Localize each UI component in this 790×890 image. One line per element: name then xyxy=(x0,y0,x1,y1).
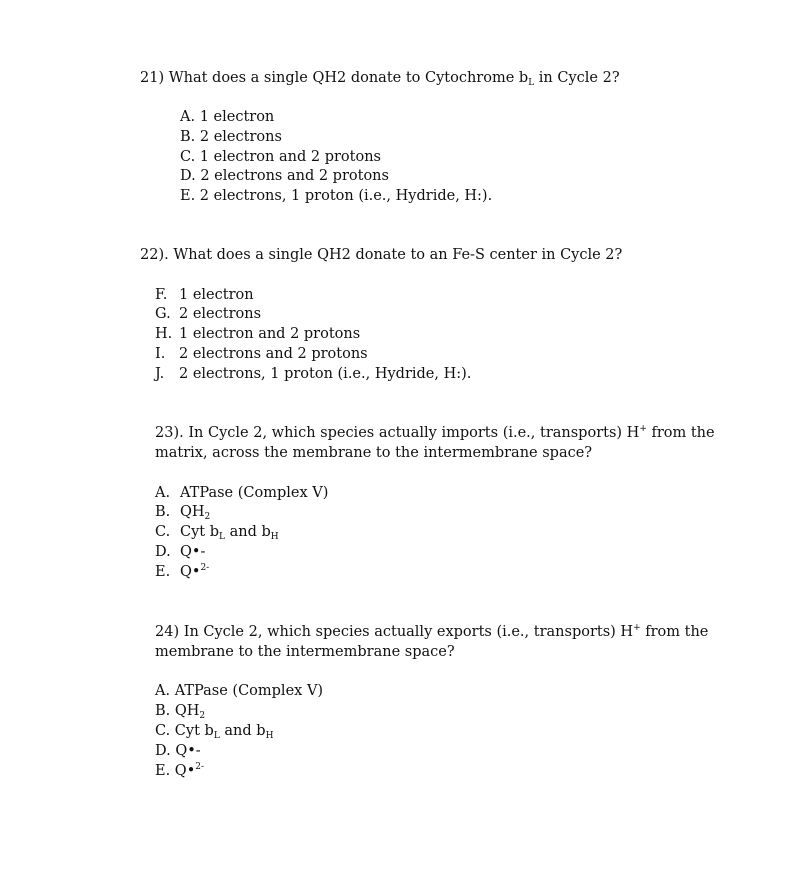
option-text: and b xyxy=(219,723,266,739)
option-a xyxy=(155,483,328,503)
option-b xyxy=(155,701,205,723)
option-b xyxy=(155,502,210,524)
question-21-text xyxy=(140,68,620,90)
text-part: from the xyxy=(646,425,715,441)
option-d: D. 2 electrons and 2 protons xyxy=(180,168,389,184)
option-letter: B. xyxy=(155,504,171,520)
option-text: D. Q• xyxy=(155,743,196,759)
question-24-line-2: membrane to the intermembrane space? xyxy=(155,644,455,660)
option-text: 1 electron xyxy=(179,287,254,303)
option-text: 2 electrons and 2 protons xyxy=(179,346,368,362)
option-b: B. 2 electrons xyxy=(180,129,282,145)
option-f xyxy=(155,285,254,305)
option-text: - xyxy=(200,544,206,560)
option-c xyxy=(155,522,279,544)
option-text: 1 electron and 2 protons xyxy=(179,326,361,342)
subscript: 2 xyxy=(204,512,211,522)
option-text: E. Q• xyxy=(155,763,196,779)
option-d xyxy=(155,741,201,761)
option-letter: G. xyxy=(155,306,171,322)
option-e: E. 2 electrons, 1 proton (i.e., Hydride, H:). xyxy=(180,188,493,204)
option-d xyxy=(155,542,205,562)
question-21-text-part: 21) What does a single QH2 donate to Cytochrome b xyxy=(140,70,529,86)
option-letter: C. xyxy=(155,524,171,540)
option-e xyxy=(155,562,209,584)
option-c: C. 1 electron and 2 protons xyxy=(180,149,381,165)
option-a: A. ATPase (Complex V) xyxy=(155,683,324,699)
option-h xyxy=(155,324,360,344)
question-22-text: 22). What does a single QH2 donate to an Fe-S center in Cycle 2? xyxy=(140,247,623,263)
subscript: 2 xyxy=(199,711,206,721)
superscript: 2- xyxy=(200,563,210,573)
subscript: L xyxy=(528,78,535,88)
subscript: H xyxy=(265,731,274,741)
option-text: 2 electrons, 1 proton (i.e., Hydride, H:). xyxy=(179,366,472,382)
option-e xyxy=(155,761,204,783)
subscript: L xyxy=(219,532,225,542)
option-letter: F. xyxy=(155,287,168,303)
option-text: - xyxy=(195,743,201,759)
option-text: C. Cyt b xyxy=(155,723,214,739)
option-c xyxy=(155,721,273,743)
subscript: L xyxy=(213,731,220,741)
question-23-line-2: matrix, across the membrane to the intermembrane space? xyxy=(155,445,593,461)
text-part: from the xyxy=(640,624,709,640)
option-letter: H. xyxy=(155,326,173,342)
option-j xyxy=(155,364,471,384)
option-text: Q• xyxy=(180,564,201,580)
option-text: Q• xyxy=(180,544,201,560)
option-text: QH xyxy=(180,504,205,520)
option-letter: A. xyxy=(155,485,171,501)
question-23-line-1 xyxy=(155,423,715,445)
superscript: + xyxy=(633,623,641,633)
option-letter: D. xyxy=(155,544,171,560)
superscript: + xyxy=(639,424,647,434)
option-text: Cyt b xyxy=(180,524,220,540)
text-part: 24) In Cycle 2, which species actually exports (i.e., transports) H xyxy=(155,624,634,640)
subscript: H xyxy=(270,532,279,542)
option-letter: E. xyxy=(155,564,171,580)
option-g xyxy=(155,304,261,324)
superscript: 2- xyxy=(195,762,205,772)
text-part: 23). In Cycle 2, which species actually imports (i.e., transports) H xyxy=(155,425,640,441)
option-letter: J. xyxy=(155,366,165,382)
option-a: A. 1 electron xyxy=(180,109,275,125)
option-i xyxy=(155,344,368,364)
option-text: and b xyxy=(225,524,271,540)
question-24-line-1 xyxy=(155,622,708,644)
question-21-text-part: in Cycle 2? xyxy=(534,70,620,86)
option-text: B. QH xyxy=(155,703,200,719)
option-text: ATPase (Complex V) xyxy=(180,485,329,501)
option-text: 2 electrons xyxy=(179,306,262,322)
option-letter: I. xyxy=(155,346,166,362)
